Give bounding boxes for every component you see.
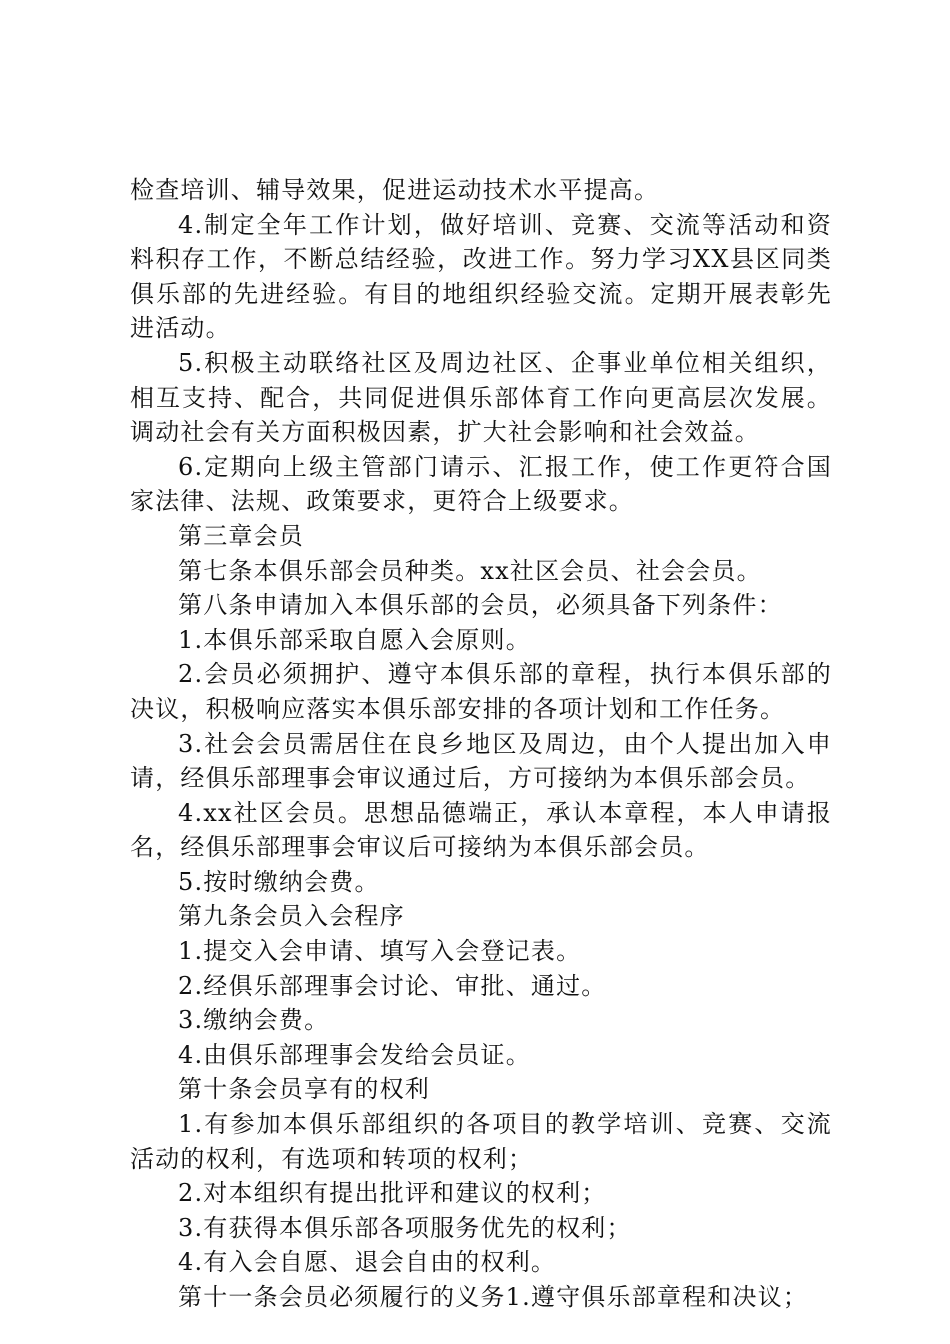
- document-body: [130, 173, 832, 1315]
- article-7: 第七条本俱乐部会员种类。xx社区会员、社会会员。: [178, 556, 762, 585]
- article-8-item-2: 2.会员必须拥护、遵守本俱乐部的章程，执行本俱乐部的决议，积极响应落实本俱乐部安排的各项计划和工作任务。: [130, 660, 832, 723]
- article-10: 第十条会员享有的权利: [178, 1075, 430, 1104]
- article-11: 第十一条会员必须履行的义务1.遵守俱乐部章程和决议；: [178, 1283, 809, 1311]
- paragraph-2: 5.积极主动联络社区及周边社区、企事业单位相关组织，相互支持、配合，共同促进俱乐部体育工作向更高层次发展。调动社会有关方面积极因素，扩大社会影响和社会效益。: [130, 348, 832, 447]
- article-8-item-5: 5.按时缴纳会费。: [178, 867, 380, 896]
- article-8-item-1: 1.本俱乐部采取自愿入会原则。: [178, 625, 531, 654]
- paragraph-0: 检查培训、辅导效果，促进运动技术水平提高。: [130, 176, 660, 204]
- article-9-item-2: 2.经俱乐部理事会讨论、审批、通过。: [178, 971, 607, 1000]
- article-9: 第九条会员入会程序: [178, 902, 405, 931]
- paragraph-3: 6.定期向上级主管部门请示、汇报工作，使工作更符合国家法律、法规、政策要求，更符合上级要求。: [130, 452, 832, 516]
- article-10-item-4: 4.有入会自愿、退会自由的权利。: [178, 1248, 557, 1277]
- article-10-item-3: 3.有获得本俱乐部各项服务优先的权利；: [178, 1213, 632, 1242]
- article-8: 第八条申请加入本俱乐部的会员，必须具备下列条件：: [178, 591, 783, 620]
- article-8-item-3: 3.社会会员需居住在良乡地区及周边，由个人提出加入申请，经俱乐部理事会审议通过后，方可接纳为本俱乐部会员。: [130, 729, 832, 793]
- chapter-heading: 第三章会员: [178, 521, 304, 550]
- article-10-item-1: 1.有参加本俱乐部组织的各项目的教学培训、竞赛、交流活动的权利，有选项和转项的权利；: [130, 1110, 832, 1173]
- article-10-item-2: 2.对本组织有提出批评和建议的权利；: [178, 1179, 607, 1208]
- article-9-item-1: 1.提交入会申请、填写入会登记表。: [178, 937, 582, 966]
- article-9-item-4: 4.由俱乐部理事会发给会员证。: [178, 1040, 531, 1069]
- article-8-item-4: 4.xx社区会员。思想品德端正，承认本章程，本人申请报名，经俱乐部理事会审议后可接纳为本俱乐部会员。: [130, 798, 832, 862]
- paragraph-1: 4.制定全年工作计划，做好培训、竞赛、交流等活动和资料积存工作，不断总结经验，改进工作。努力学习XX县区同类俱乐部的先进经验。有目的地组织经验交流。定期开展表彰先进活动。: [130, 210, 832, 343]
- article-9-item-3: 3.缴纳会费。: [178, 1006, 330, 1035]
